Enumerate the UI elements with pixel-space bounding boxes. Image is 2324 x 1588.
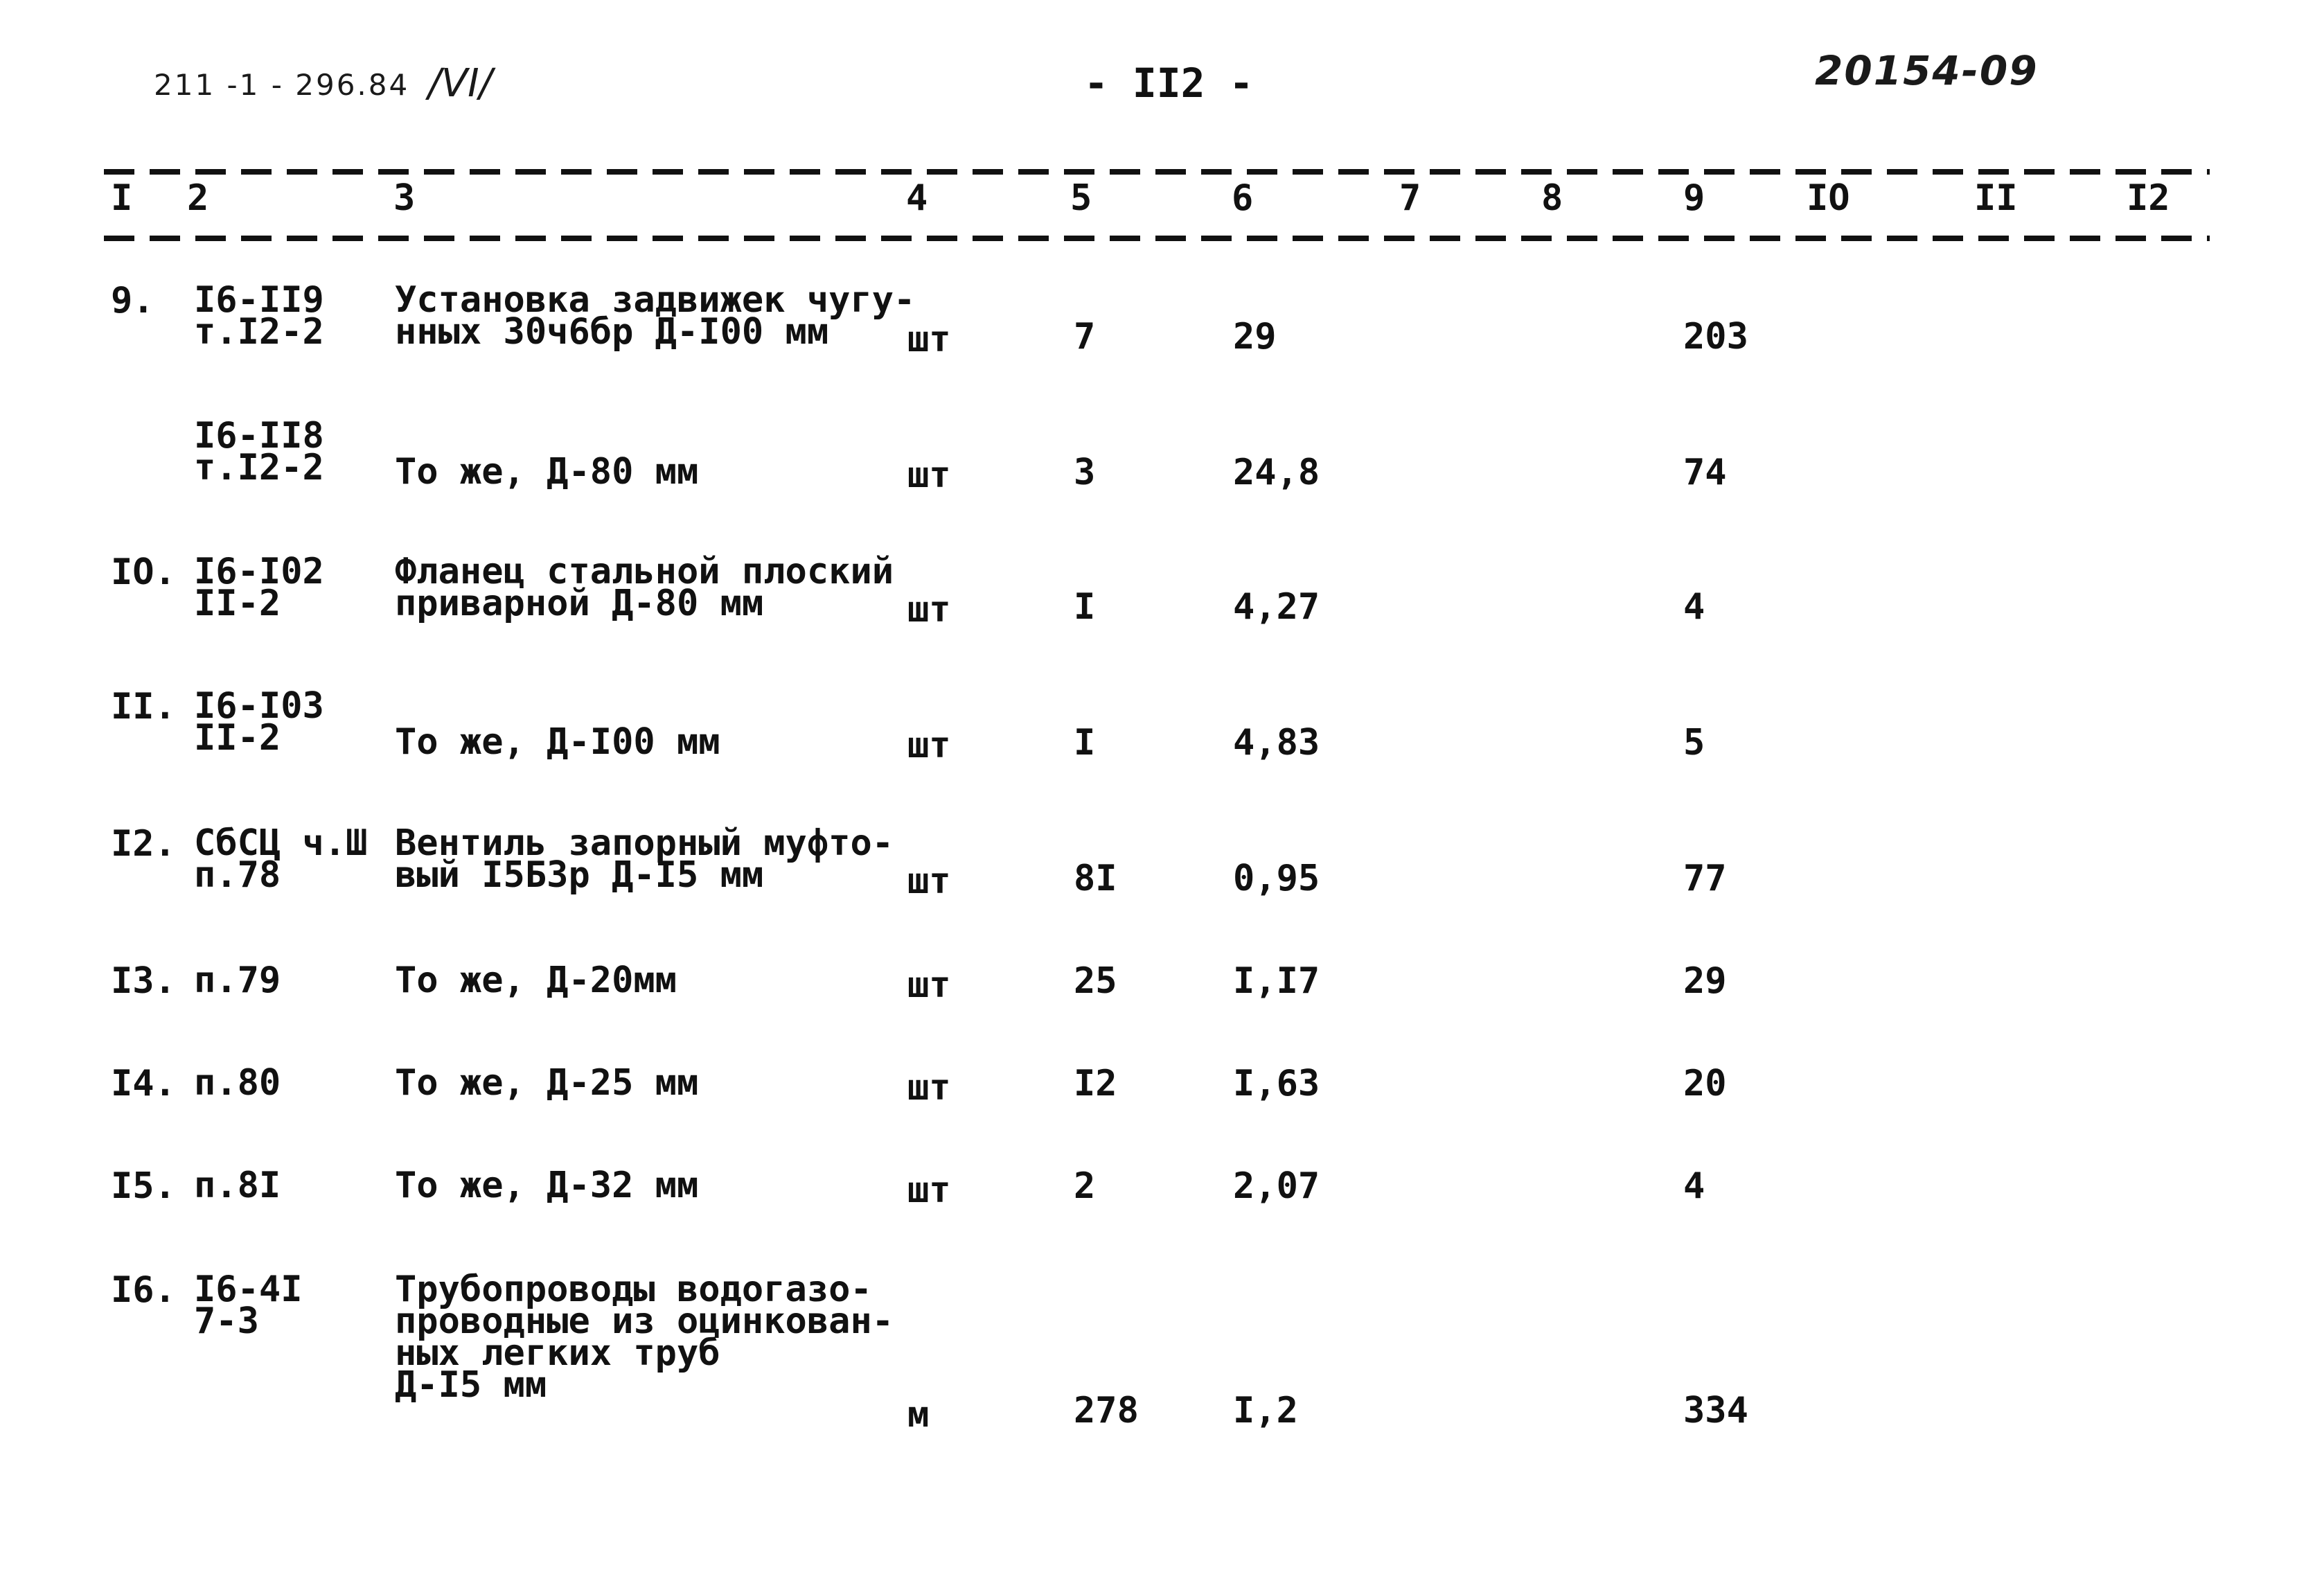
- row-price: I,63: [1233, 1063, 1320, 1104]
- column-header: II: [1974, 177, 2018, 219]
- row-name: Трубопроводы водогазо- проводные из оцинкован- ных легких труб Д-I5 мм: [395, 1269, 894, 1406]
- row-price: 2,07: [1233, 1165, 1320, 1207]
- row-unit: шт: [907, 1170, 951, 1211]
- column-header: 4: [906, 177, 928, 219]
- row-number: II.: [111, 686, 176, 727]
- row-number: I5.: [111, 1165, 176, 1207]
- row-name: Установка задвижек чугу- нных 30ч6бр Д-I00 мм: [395, 279, 916, 353]
- stamp-number: 20154-09: [1815, 47, 2039, 94]
- row-code: п.79: [194, 960, 281, 1001]
- column-header: 7: [1399, 177, 1421, 219]
- row-number: I2.: [111, 823, 176, 865]
- row-quantity: I: [1074, 586, 1096, 628]
- row-code: I6-I03 II-2: [194, 685, 324, 759]
- row-name: Фланец стальной плоский приварной Д-80 мм: [395, 551, 894, 624]
- table-header-rule: [104, 236, 2210, 241]
- row-total: 20: [1683, 1063, 1727, 1104]
- row-price: I,I7: [1233, 960, 1320, 1002]
- column-header: 8: [1541, 177, 1563, 219]
- row-quantity: 7: [1074, 316, 1096, 358]
- row-name: То же, Д-80 мм: [395, 451, 699, 493]
- row-code: I6-4I 7-3: [194, 1269, 303, 1342]
- row-name: То же, Д-25 мм: [395, 1062, 699, 1104]
- sheet-mark: /VI/: [428, 61, 493, 106]
- row-name: То же, Д-I00 мм: [395, 721, 720, 763]
- column-header: I: [111, 177, 133, 219]
- column-header: IO: [1807, 177, 1850, 219]
- row-name: Вентиль запорный муфто- вый I5Б3р Д-I5 мм: [395, 822, 894, 896]
- row-quantity: 278: [1074, 1390, 1139, 1431]
- row-total: 5: [1683, 722, 1705, 764]
- row-unit: шт: [907, 589, 951, 630]
- row-quantity: 3: [1074, 452, 1096, 493]
- row-number: 9.: [111, 280, 154, 321]
- row-quantity: 8I: [1074, 858, 1117, 899]
- column-header: 5: [1070, 177, 1092, 219]
- row-name: То же, Д-32 мм: [395, 1165, 699, 1206]
- row-code: п.80: [194, 1062, 281, 1104]
- row-unit: шт: [907, 861, 951, 902]
- row-total: 74: [1683, 452, 1727, 493]
- row-total: 29: [1683, 960, 1727, 1002]
- row-code: I6-II8 т.I2-2: [194, 415, 324, 488]
- column-header: I2: [2127, 177, 2170, 219]
- row-quantity: 25: [1074, 960, 1117, 1002]
- row-quantity: I2: [1074, 1063, 1117, 1104]
- row-total: 203: [1683, 316, 1748, 358]
- row-code: I6-I02 II-2: [194, 551, 324, 624]
- row-unit: шт: [907, 725, 951, 766]
- row-code: СбСЦ ч.Ш п.78: [194, 822, 368, 896]
- row-number: I6.: [111, 1269, 176, 1311]
- row-total: 77: [1683, 858, 1727, 899]
- row-quantity: I: [1074, 722, 1096, 764]
- row-name: То же, Д-20мм: [395, 960, 677, 1001]
- row-price: 29: [1233, 316, 1277, 358]
- row-price: 4,27: [1233, 586, 1320, 628]
- page-number: - II2 -: [1084, 60, 1254, 107]
- row-number: I4.: [111, 1063, 176, 1104]
- column-header: 9: [1683, 177, 1705, 219]
- row-number: IO.: [111, 552, 176, 593]
- row-price: 24,8: [1233, 452, 1320, 493]
- column-header: 3: [393, 177, 416, 219]
- table-top-rule: [104, 169, 2210, 175]
- row-quantity: 2: [1074, 1165, 1096, 1207]
- row-total: 334: [1683, 1390, 1748, 1431]
- row-unit: шт: [907, 319, 951, 360]
- column-header: 2: [187, 177, 209, 219]
- row-code: п.8I: [194, 1165, 281, 1206]
- row-unit: м: [907, 1394, 930, 1436]
- row-code: I6-II9 т.I2-2: [194, 279, 324, 353]
- row-unit: шт: [907, 964, 951, 1006]
- row-price: I,2: [1233, 1390, 1298, 1431]
- row-unit: шт: [907, 1067, 951, 1109]
- column-header: 6: [1232, 177, 1254, 219]
- row-unit: шт: [907, 455, 951, 496]
- document-code: 211 -1 - 296.84: [154, 68, 410, 102]
- row-total: 4: [1683, 586, 1705, 628]
- row-number: I3.: [111, 960, 176, 1002]
- row-price: 0,95: [1233, 858, 1320, 899]
- row-price: 4,83: [1233, 722, 1320, 764]
- row-total: 4: [1683, 1165, 1705, 1207]
